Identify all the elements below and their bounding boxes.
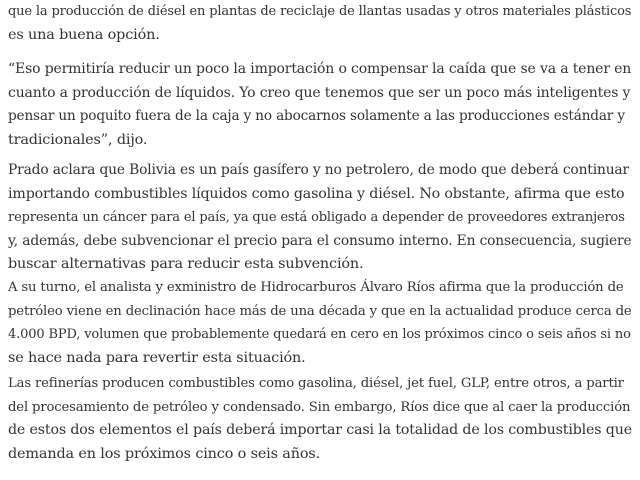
paragraph-4 [8, 276, 640, 370]
text-line: “Eso permitiría reducir un poco la importación o compensar la caída que se va a tener en [8, 61, 632, 77]
text-line: de estos dos elementos el país deberá importar casi la totalidad de los combustibles que [8, 422, 632, 438]
text-line: 4.000 BPD, volumen que probablemente quedará en cero en los próximos cinco o seis años si no [8, 327, 631, 342]
paragraph-2 [8, 58, 640, 152]
paragraph-3 [8, 159, 640, 277]
text-line: representa un cáncer para el país, ya que está obligado a depender de proveedores extranjeros [8, 210, 625, 225]
text-line: Las refinerías producen combustibles como gasolina, diésel, jet fuel, GLP, entre otros, a partir [8, 376, 624, 391]
text-line: demanda en los próximos cinco o seis años. [8, 445, 321, 462]
text-line: y, además, debe subvencionar el precio para el consumo interno. En consecuencia, sugiere [8, 232, 632, 249]
text-line: Prado aclara que Bolivia es un país gasífero y no petrolero, de modo que deberá continuar [8, 162, 629, 178]
text-line: A su turno, el analista y exministro de Hidrocarburos Álvaro Ríos afirma que la producción de [8, 280, 624, 295]
text-line: es una buena opción. [8, 26, 160, 43]
text-line: buscar alternativas para reducir esta subvención. [8, 256, 364, 272]
text-line: pensar un poquito fuera de la caja y no abocarnos solamente a las producciones estándar y [8, 108, 625, 124]
text-line: se hace nada para revertir esta situación. [8, 349, 306, 366]
paragraph-5 [8, 372, 640, 466]
text-line: que la producción de diésel en plantas de reciclaje de llantas usadas y otros materiales plásticos [8, 4, 632, 19]
text-line: importando combustibles líquidos como gasolina y diésel. No obstante, afirma que esto [8, 185, 625, 202]
text-line: tradicionales”, dijo. [8, 131, 148, 148]
paragraph-1 [8, 0, 640, 47]
text-line: del procesamiento de petróleo y condensado. Sin embargo, Ríos dice que al caer la producción [8, 399, 631, 415]
text-line: cuanto a producción de líquidos. Yo creo que tenemos que ser un poco más inteligentes y [8, 84, 631, 101]
text-line: petróleo viene en declinación hace más de una década y que en la actualidad produce cerca de [8, 303, 632, 319]
